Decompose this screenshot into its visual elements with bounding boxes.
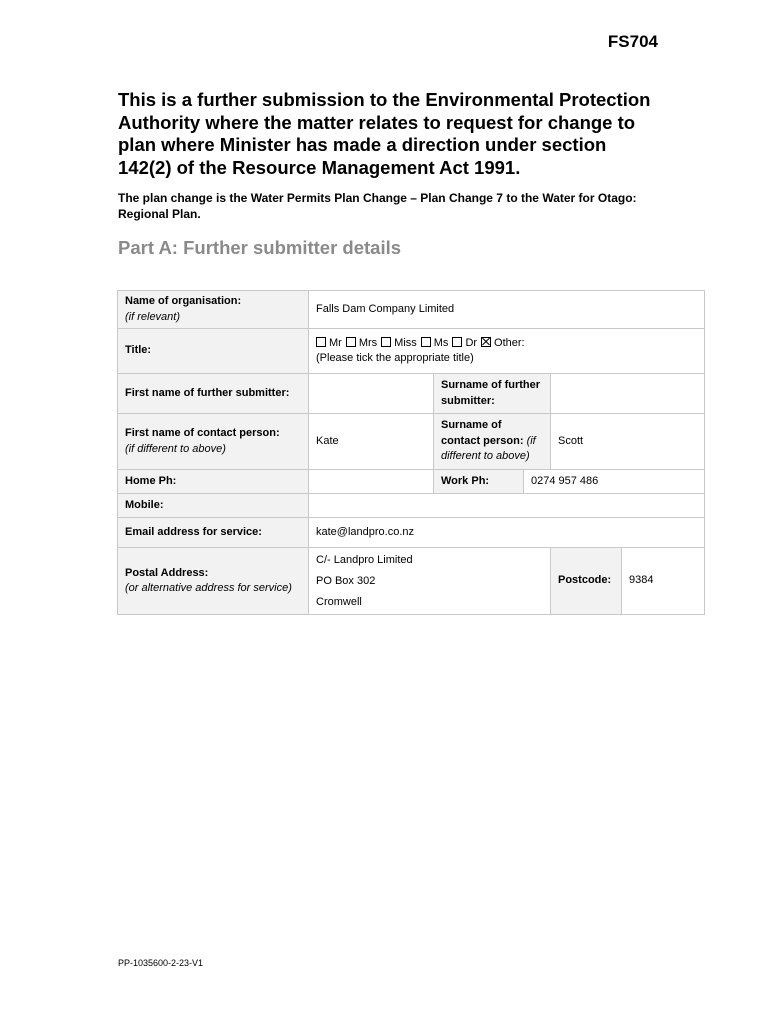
row-email — [118, 518, 705, 548]
postal-label: Postal Address: — [125, 566, 209, 579]
title-checkbox[interactable] — [481, 337, 491, 347]
home-ph-label: Home Ph: — [118, 470, 309, 494]
email-field[interactable]: kate@landpro.co.nz — [309, 518, 705, 548]
surname-field[interactable] — [551, 374, 705, 414]
title-option-label: Mrs — [358, 336, 378, 349]
title-checkbox[interactable] — [316, 337, 326, 347]
row-mobile — [118, 494, 705, 518]
contact-first-hint: (if different to above) — [125, 442, 226, 455]
work-ph-label: Work Ph: — [434, 470, 524, 494]
mobile-field[interactable] — [309, 494, 705, 518]
first-name-label: First name of further submitter: — [118, 374, 309, 414]
title-checkbox[interactable] — [421, 337, 431, 347]
row-title — [118, 329, 705, 374]
postal-line-3: Cromwell — [316, 595, 362, 608]
row-phones — [118, 470, 705, 494]
contact-surname-label: Surname of contact person: — [441, 419, 524, 447]
work-ph-field[interactable]: 0274 957 486 — [524, 470, 705, 494]
document-code: FS704 — [607, 32, 658, 51]
contact-first-field[interactable]: Kate — [309, 414, 434, 470]
row-further-submitter — [118, 374, 705, 414]
title-checkbox[interactable] — [346, 337, 356, 347]
home-ph-field[interactable] — [309, 470, 434, 494]
row-contact-person — [118, 414, 705, 470]
contact-surname-label-cell — [434, 414, 551, 470]
postal-line-2: PO Box 302 — [316, 574, 376, 587]
contact-surname-field[interactable]: Scott — [551, 414, 705, 470]
contact-first-label-cell — [118, 414, 309, 470]
email-label: Email address for service: — [118, 518, 309, 548]
org-label-hint: (if relevant) — [125, 310, 181, 323]
row-organisation — [118, 291, 705, 329]
title-checkbox[interactable] — [381, 337, 391, 347]
plan-change-intro: The plan change is the Water Permits Plan Change – Plan Change 7 to the Water for Otago: Regional Plan. — [118, 191, 637, 221]
title-checkbox[interactable] — [452, 337, 462, 347]
contact-surname-hint: (if different to above) — [441, 434, 536, 463]
surname-label: Surname of further submitter: — [434, 374, 551, 414]
title-option-label: Mr — [329, 336, 342, 349]
form-title: This is a further submission to the Environmental Protection Authority where the matter relates to request for change to plan where Minister has made a direction under section 142(2) of the Resource Management Act 1991. — [118, 89, 651, 178]
title-options-cell — [309, 329, 705, 374]
submitter-details-table — [117, 290, 705, 615]
org-name-field[interactable]: Falls Dam Company Limited — [309, 291, 705, 329]
title-option-label: Dr — [465, 336, 478, 349]
postal-label-cell — [118, 548, 309, 615]
title-option-label: Other: — [494, 336, 525, 349]
contact-first-label: First name of contact person: — [125, 427, 280, 439]
org-label-cell — [118, 291, 309, 329]
org-label: Name of organisation: — [125, 295, 242, 307]
title-checkbox-group — [316, 336, 697, 352]
title-option-label: Ms — [433, 336, 449, 349]
title-option-label: Miss — [394, 336, 417, 349]
postal-address-field[interactable] — [309, 548, 551, 615]
postcode-field[interactable]: 9384 — [622, 548, 705, 615]
document-reference: PP-1035600-2-23-V1 — [118, 958, 204, 968]
first-name-field[interactable] — [309, 374, 434, 414]
postal-hint: (or alternative address for service) — [125, 582, 292, 594]
title-hint: (Please tick the appropriate title) — [316, 352, 474, 364]
row-postal — [118, 548, 705, 615]
part-a-heading: Part A: Further submitter details — [118, 237, 402, 258]
postal-line-1: C/- Landpro Limited — [316, 553, 413, 566]
title-label: Title: — [118, 329, 309, 374]
postcode-label: Postcode: — [551, 548, 622, 615]
mobile-label: Mobile: — [118, 494, 309, 518]
